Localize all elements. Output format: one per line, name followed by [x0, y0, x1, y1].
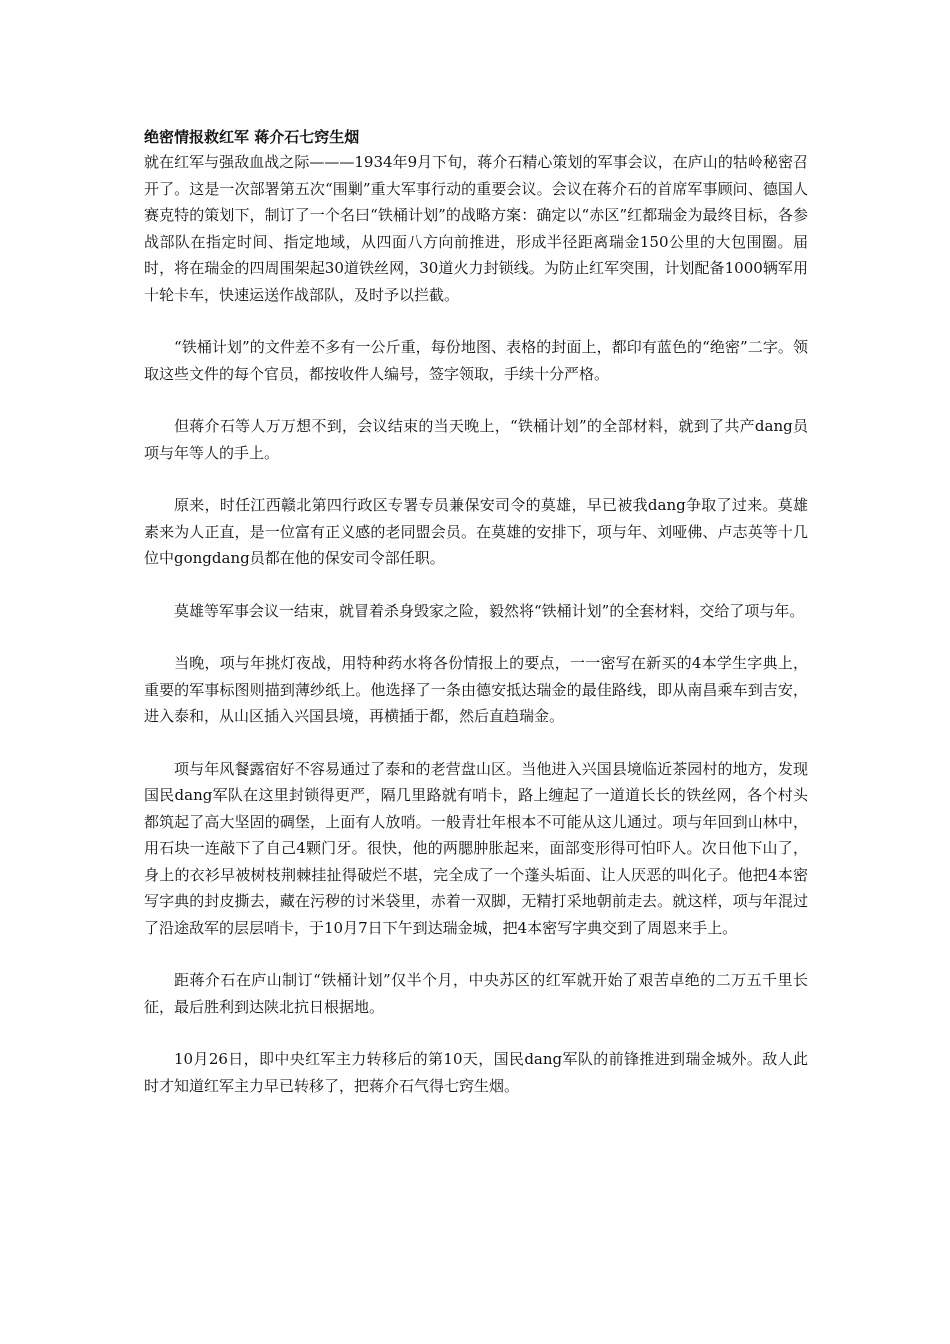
paragraph: 但蒋介石等人万万想不到，会议结束的当天晚上，“铁桶计划”的全部材料，就到了共产dang员项与年等人的手上。 — [144, 417, 808, 462]
paragraph: 就在红军与强敌血战之际———1934年9月下旬，蒋介石精心策划的军事会议，在庐山的牯岭秘密召开了。这是一次部署第五次“围剿”重大军事行动的重要会议。会议在蒋介石的首席军事顾问、德国人赛克特的策划下，制订了一个名曰“铁桶计划”的战略方案：确定以“赤区”红都瑞金为最终目标，各参战部队在指定时间、指定地域，从四面八方向前推进，形成半径距离瑞金150公里的大包围圈。届时，将在瑞金的四周围架起30道铁丝网，30道火力封锁线。为防止红军突围，计划配备1000辆军用十轮卡车，快速运送作战部队，及时予以拦截。 — [144, 153, 808, 304]
article-body — [144, 125, 808, 1125]
paragraph: 原来，时任江西赣北第四行政区专署专员兼保安司令的莫雄，早已被我dang争取了过来。莫雄素来为人正直，是一位富有正义感的老同盟会员。在莫雄的安排下，项与年、刘哑佛、卢志英等十几位中gongdang员都在他的保安司令部任职。 — [144, 496, 808, 567]
paragraph: 莫雄等军事会议一结束，就冒着杀身毁家之险，毅然将“铁桶计划”的全套材料，交给了项与年。 — [174, 601, 805, 620]
paragraph: “铁桶计划”的文件差不多有一公斤重，每份地图、表格的封面上，都印有蓝色的“绝密”二字。领取这些文件的每个官员，都按收件人编号，签字领取，手续十分严格。 — [144, 338, 808, 383]
paragraph: 10月26日，即中央红军主力转移后的第10天，国民dang军队的前锋推进到瑞金城外。敌人此时才知道红军主力早已转移了，把蒋介石气得七窍生烟。 — [144, 1050, 808, 1095]
article-title: 绝密情报救红军 蒋介石七窍生烟 — [144, 128, 360, 146]
paragraph: 项与年风餐露宿好不容易通过了泰和的老营盘山区。当他进入兴国县境临近茶园村的地方，发现国民dang军队在这里封锁得更严，隔几里路就有哨卡，路上缠起了一道道长长的铁丝网，各个村头都筑起了高大坚固的碉堡，上面有人放哨。一般青壮年根本不可能从这儿通过。项与年回到山林中，用石块一连敲下了自己4颗门牙。很快，他的两腮肿胀起来，面部变形得可怕吓人。次日他下山了，身上的衣衫早被树枝荆棘挂扯得破烂不堪，完全成了一个蓬头垢面、让人厌恶的叫化子。他把4本密写字典的封皮撕去，藏在污秽的讨米袋里，赤着一双脚，无精打采地朝前走去。就这样，项与年混过了沿途敌军的层层哨卡，于10月7日下午到达瑞金城，把4本密写字典交到了周恩来手上。 — [144, 759, 808, 937]
paragraph: 距蒋介石在庐山制订“铁桶计划”仅半个月，中央苏区的红军就开始了艰苦卓绝的二万五千里长征，最后胜利到达陕北抗日根据地。 — [144, 971, 808, 1016]
paragraph: 当晚，项与年挑灯夜战，用特种药水将各份情报上的要点，一一密写在新买的4本学生字典上，重要的军事标图则描到薄纱纸上。他选择了一条由德安抵达瑞金的最佳路线，即从南昌乘车到吉安，进入泰和，从山区插入兴国县境，再横插于都，然后直趋瑞金。 — [144, 654, 808, 725]
